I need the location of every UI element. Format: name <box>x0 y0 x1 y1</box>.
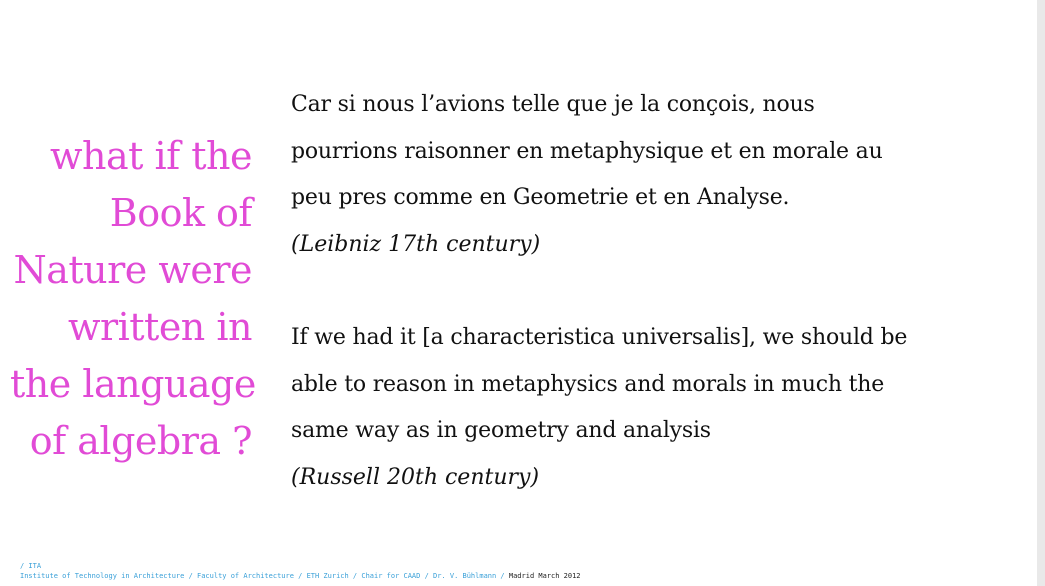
quote-attribution: (Russell 20th century) <box>291 464 540 490</box>
quote-line: peu pres comme en Geometrie et en Analyse. <box>291 185 790 210</box>
russell-quote <box>291 315 1011 501</box>
question-line: what if the <box>49 134 252 178</box>
footer-credits <box>20 571 581 581</box>
footer-institution: Institute of Technology in Architecture / Faculty of Architecture / ETH Zurich / Chair for CAAD / Dr. V. Bühlmann / <box>20 572 509 580</box>
quote-line: able to reason in metaphysics and morals in much the <box>291 371 885 397</box>
footer-event: Madrid March 2012 <box>508 572 581 580</box>
quote-line: If we had it [a characteristica universalis], we should be <box>291 325 908 350</box>
question-line: of algebra ? <box>29 419 252 463</box>
quotes-block <box>291 82 1011 501</box>
quote-attribution: (Leibniz 17th century) <box>291 231 541 257</box>
quote-spacer <box>291 268 1011 315</box>
slide-footer <box>20 561 581 581</box>
question-line: Nature were <box>13 248 252 292</box>
quote-line: Car si nous l’avions telle que je la conçois, nous <box>291 92 815 117</box>
slide-question <box>10 128 256 470</box>
quote-line: same way as in geometry and analysis <box>291 418 711 443</box>
quote-line: pourrions raisonner en metaphysique et en morale au <box>291 138 883 164</box>
slide-right-edge <box>1037 0 1045 586</box>
question-line: written in <box>67 305 252 349</box>
question-line: Book of <box>109 191 252 235</box>
footer-label: / ITA <box>20 562 42 570</box>
leibniz-quote <box>291 82 1011 268</box>
question-line: the language <box>10 362 256 406</box>
